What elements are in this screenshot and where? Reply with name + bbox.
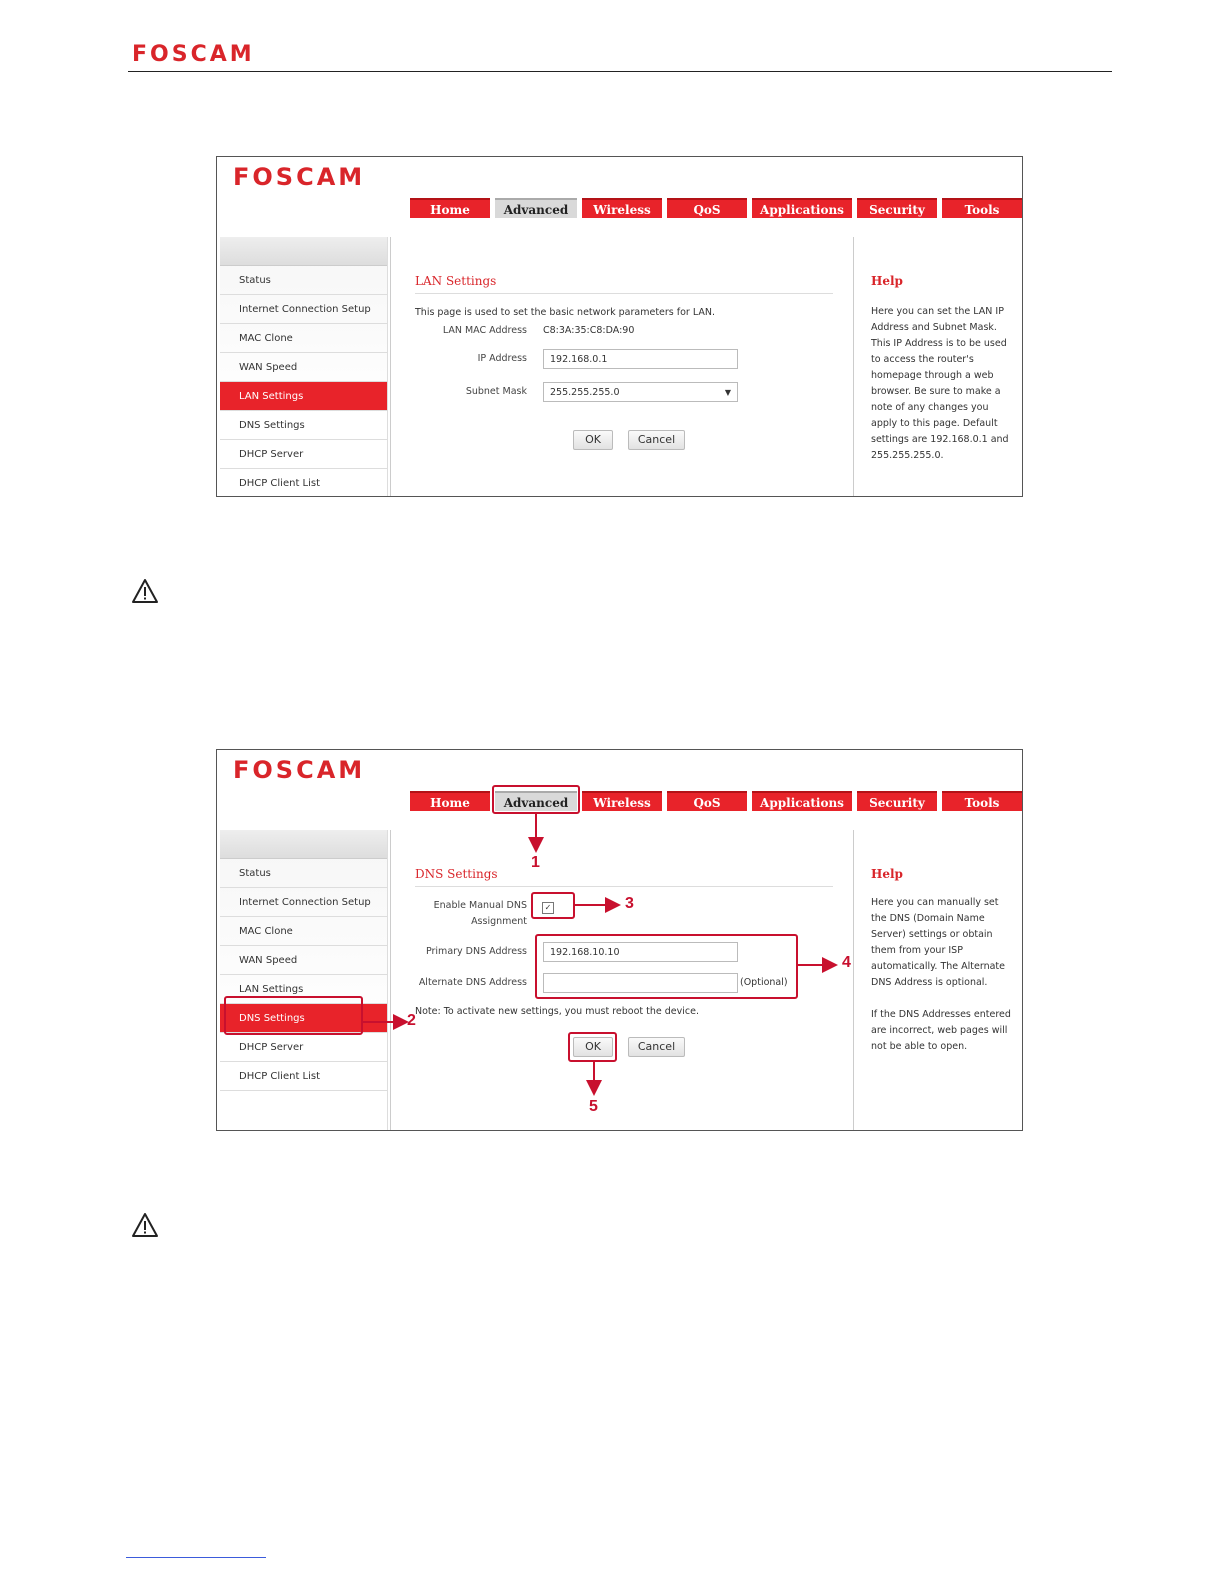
warning-icon [131,578,159,604]
tab-home[interactable]: Home [410,791,490,811]
cancel-button[interactable]: Cancel [628,430,685,450]
reboot-note: Note: To activate new settings, you must reboot the device. [415,1006,699,1017]
annotation-arrows [217,750,1022,1130]
optional-hint: (Optional) [740,977,788,988]
enable-manual-dns-label-line2: Assignment [471,916,527,927]
ip-address-input[interactable]: 192.168.0.1 [543,349,738,369]
document-logo: FOSCAM [132,42,255,67]
sidebar [220,237,388,496]
ok-button[interactable]: OK [573,430,613,450]
sidebar-item-wan-speed[interactable]: WAN Speed [220,353,387,382]
sidebar-item-dhcp-client-list[interactable]: DHCP Client List [220,1062,387,1091]
tab-home[interactable]: Home [410,198,490,218]
primary-dns-label: Primary DNS Address [425,946,527,957]
mac-address-value: C8:3A:35:C8:DA:90 [543,325,635,336]
page-title: LAN Settings [415,274,497,288]
sidebar-item-wan-speed[interactable]: WAN Speed [220,946,387,975]
tab-qos[interactable]: QoS [667,791,747,811]
ip-address-label: IP Address [477,353,527,364]
annotation-number-2: 2 [407,1012,416,1029]
tab-wireless[interactable]: Wireless [582,198,662,218]
tab-qos[interactable]: QoS [667,198,747,218]
annotation-number-5: 5 [589,1098,598,1115]
subnet-mask-select[interactable] [543,382,738,402]
sidebar-item-dhcp-client-list[interactable]: DHCP Client List [220,469,387,497]
annotation-number-4: 4 [842,954,851,971]
sidebar-item-mac-clone[interactable]: MAC Clone [220,324,387,353]
sidebar-item-dns-settings[interactable]: DNS Settings [220,1004,387,1033]
header-rule [128,71,1112,72]
mac-address-label: LAN MAC Address [442,325,527,336]
sidebar-item-lan-settings[interactable]: LAN Settings [220,975,387,1004]
router-logo: FOSCAM [233,163,366,191]
enable-manual-dns-label: Enable Manual DNS [433,900,527,911]
tab-tools[interactable]: Tools [942,791,1022,811]
tab-wireless[interactable]: Wireless [582,791,662,811]
chevron-down-icon: ▼ [724,388,731,397]
tab-security[interactable]: Security [857,791,937,811]
help-text: Here you can manually set the DNS (Domain Name Server) settings or obtain them from your ISP automatically. The Alternate DNS Address is optional. [871,897,1005,988]
sidebar-item-dhcp-server[interactable]: DHCP Server [220,1033,387,1062]
dns-settings-screenshot [216,749,1023,1131]
enable-manual-dns-checkbox[interactable]: ✓ [542,902,554,914]
lan-settings-screenshot [216,156,1023,497]
sidebar-header [220,237,387,266]
tab-tools[interactable]: Tools [942,198,1022,218]
tab-advanced[interactable]: Advanced [495,791,577,811]
help-text: Here you can set the LAN IP Address and Subnet Mask. This IP Address is to be used to access the router's homepage through a web browser. Be sure to make a note of any changes you apply to this page. Default settings are 192.168.0.1 and 255.255.255.0. [871,306,1009,461]
sidebar-item-status[interactable]: Status [220,859,387,888]
tab-applications[interactable]: Applications [752,791,852,811]
sidebar-item-internet-connection-setup[interactable]: Internet Connection Setup [220,295,387,324]
primary-dns-input[interactable]: 192.168.10.10 [543,942,738,962]
sidebar-item-lan-settings[interactable]: LAN Settings [220,382,387,411]
title-divider [415,293,833,294]
help-title: Help [871,274,903,288]
tab-security[interactable]: Security [857,198,937,218]
sidebar-item-dhcp-server[interactable]: DHCP Server [220,440,387,469]
alternate-dns-label: Alternate DNS Address [418,977,527,988]
ok-button[interactable]: OK [573,1037,613,1057]
help-panel [853,237,1022,496]
page-title: DNS Settings [415,867,498,881]
subnet-mask-label: Subnet Mask [465,386,527,397]
lan-intro-text: This page is used to set the basic network parameters for LAN. [415,307,715,318]
annotation-number-3: 3 [625,895,634,912]
cancel-button[interactable]: Cancel [628,1037,685,1057]
footer-link-underline[interactable] [126,1557,266,1558]
annotation-number-1: 1 [531,854,540,871]
tab-applications[interactable]: Applications [752,198,852,218]
tab-advanced[interactable]: Advanced [495,198,577,218]
warning-icon [131,1212,159,1238]
subnet-mask-value: 255.255.255.0 [550,387,620,398]
sidebar-item-mac-clone[interactable]: MAC Clone [220,917,387,946]
router-logo: FOSCAM [233,756,366,784]
help-title: Help [871,867,903,881]
sidebar-item-status[interactable]: Status [220,266,387,295]
sidebar-item-dns-settings[interactable]: DNS Settings [220,411,387,440]
help-text-2: If the DNS Addresses entered are incorrect, web pages will not be able to open. [871,1009,1011,1052]
sidebar-item-internet-connection-setup[interactable]: Internet Connection Setup [220,888,387,917]
lan-main-panel [390,237,854,496]
